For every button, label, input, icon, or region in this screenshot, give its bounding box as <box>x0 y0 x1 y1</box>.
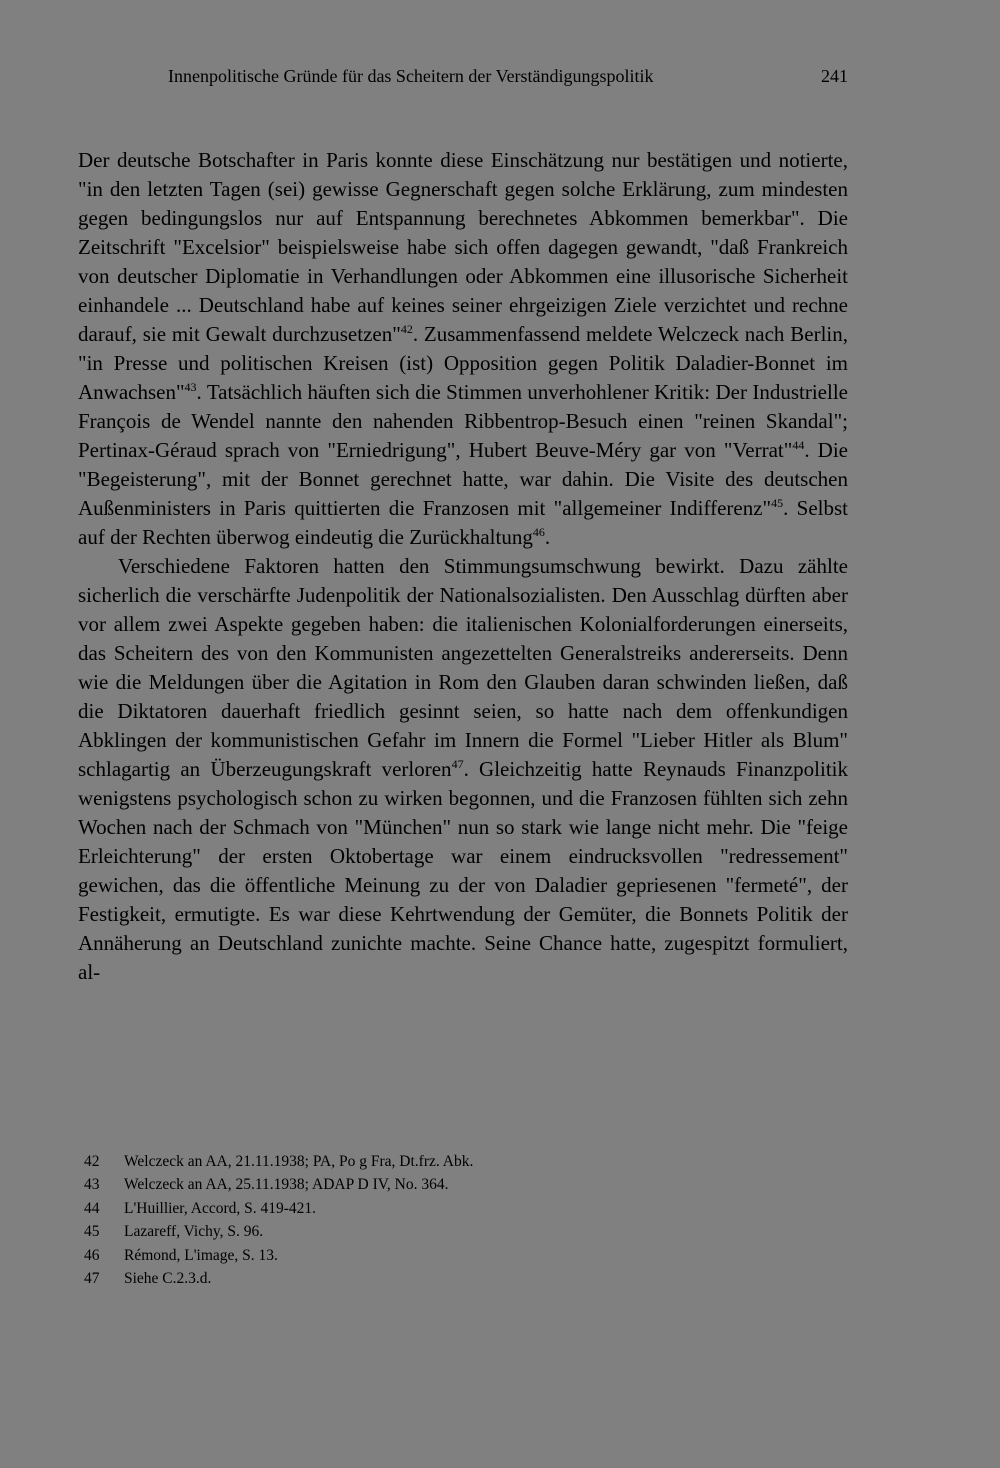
footnote-text: Welczeck an AA, 21.11.1938; PA, Po g Fra, Dt.frz. Abk. <box>124 1153 474 1170</box>
footnote-ref-47[interactable]: 47 <box>451 757 464 771</box>
footnote-ref-43[interactable]: 43 <box>184 380 197 394</box>
footnote-42 <box>84 1150 844 1173</box>
footnote-number: 44 <box>84 1199 100 1217</box>
footnote-45 <box>84 1220 844 1243</box>
paragraph-2 <box>78 552 848 987</box>
footnote-number: 43 <box>84 1176 100 1194</box>
paragraph-text: Der deutsche Botschafter in Paris konnte diese Einschätzung nur bestätigen und notierte, "in den letzten Tagen (sei) gewisse Gegnerschaft gegen solche Erklärung, zum mindesten gegen bedingungslos nur auf Entspannung berechnetes Abkommen bemerkbar". Die Zeitschrift "Excelsior" beispielsweise habe sich offen dagegen gewandt, "daß Frankreich von deutscher Diplomatie in Verhandlungen oder Abkommen eine illusorische Sicherheit einhandele ... Deutschland habe auf keines seiner ehrgeizigen Ziele verzichtet und rechne darauf, sie mit Gewalt durchzusetzen" <box>78 148 848 346</box>
paragraph-text: . Die "Begeisterung", mit der Bonnet gerechnet hatte, war dahin. Die Visite des deutschen Außenministers in Paris quittierten die Franzosen mit "allgemeiner Indifferenz" <box>78 438 849 520</box>
footnote-number: 46 <box>84 1246 100 1264</box>
body-text <box>78 146 848 987</box>
footnote-text: Siehe C.2.3.d. <box>124 1270 212 1288</box>
footnote-text: L'Huillier, Accord, S. 419-421. <box>124 1199 317 1217</box>
footnote-46 <box>84 1244 844 1267</box>
footnote-number: 47 <box>84 1270 100 1288</box>
footnote-47 <box>84 1267 844 1290</box>
footnote-ref-42[interactable]: 42 <box>400 322 413 336</box>
footnotes <box>84 1150 844 1290</box>
footnote-text: Lazareff, Vichy, S. 96. <box>124 1223 264 1241</box>
footnote-number: 42 <box>84 1153 100 1170</box>
paragraph-text: . Gleichzeitig hatte Reynauds Finanzpolitik wenigstens psychologisch schon zu wirken begonnen, und die Franzosen fühlten sich zehn Wochen nach der Schmach von "München" nun so stark wie lange nicht mehr. Die "feige Erleichterung" der ersten Oktobertage war einem eindrucksvollen "redressement" gewichen, das die öffentliche Meinung zu der von Daladier gepriesenen "fermeté", der Festigkeit, ermutigte. Es war diese Kehrtwendung der Gemüter, die Bonnets Politik der Annäherung an Deutschland zunichte machte. Seine Chance hatte, zugespitzt formuliert, al- <box>78 757 848 984</box>
footnote-ref-45[interactable]: 45 <box>771 496 784 510</box>
page-number: 241 <box>821 66 848 86</box>
footnote-43 <box>84 1173 844 1196</box>
footnote-text: Rémond, L'image, S. 13. <box>124 1246 278 1264</box>
footnote-44 <box>84 1197 844 1220</box>
paragraph-text: Verschiedene Faktoren hatten den Stimmungsumschwung bewirkt. Dazu zählte sicherlich die verschärfte Judenpolitik der Nationalsozialisten. Den Ausschlag dürften aber vor allem zwei Aspekte gegeben haben: die italienischen Kolonialforderungen einerseits, das Scheitern des von den Kommunisten angezettelten Generalstreiks andererseits. Denn wie die Meldungen über die Agitation in Rom den Glauben daran schwinden ließen, daß die Diktatoren dauerhaft friedlich gesinnt seien, so hatte nach dem offenkundigen Abklingen der kommunistischen Gefahr im Innern die Formel "Lieber Hitler als Blum" schlagartig an Überzeugungskraft verloren <box>78 554 848 781</box>
footnote-number: 45 <box>84 1223 100 1241</box>
paragraph-text: . Tatsächlich häuften sich die Stimmen unverhohlener Kritik: Der Industrielle François de Wendel nannte den nahenden Ribbentrop-Besuch einen "reinen Skandal"; Pertinax-Géraud sprach von "Erniedrigung", Hubert Beuve-Méry gar von "Verrat" <box>78 380 848 462</box>
running-title: Innenpolitische Gründe für das Scheitern der Verständigungspolitik <box>168 66 654 86</box>
footnote-ref-44[interactable]: 44 <box>792 438 805 452</box>
paragraph-text: . Selbst auf der Rechten überwog eindeutig die Zurückhaltung <box>78 496 848 549</box>
paragraph-1 <box>78 146 848 552</box>
paragraph-text: . Zusammenfassend meldete Welczeck nach Berlin, "in Presse und politischen Kreisen (ist) Opposition gegen Politik Daladier-Bonnet im Anwachsen" <box>78 322 848 404</box>
footnote-text: Welczeck an AA, 25.11.1938; ADAP D IV, No. 364. <box>124 1176 449 1194</box>
paragraph-text: . <box>544 525 551 549</box>
footnote-ref-46[interactable]: 46 <box>532 525 545 539</box>
